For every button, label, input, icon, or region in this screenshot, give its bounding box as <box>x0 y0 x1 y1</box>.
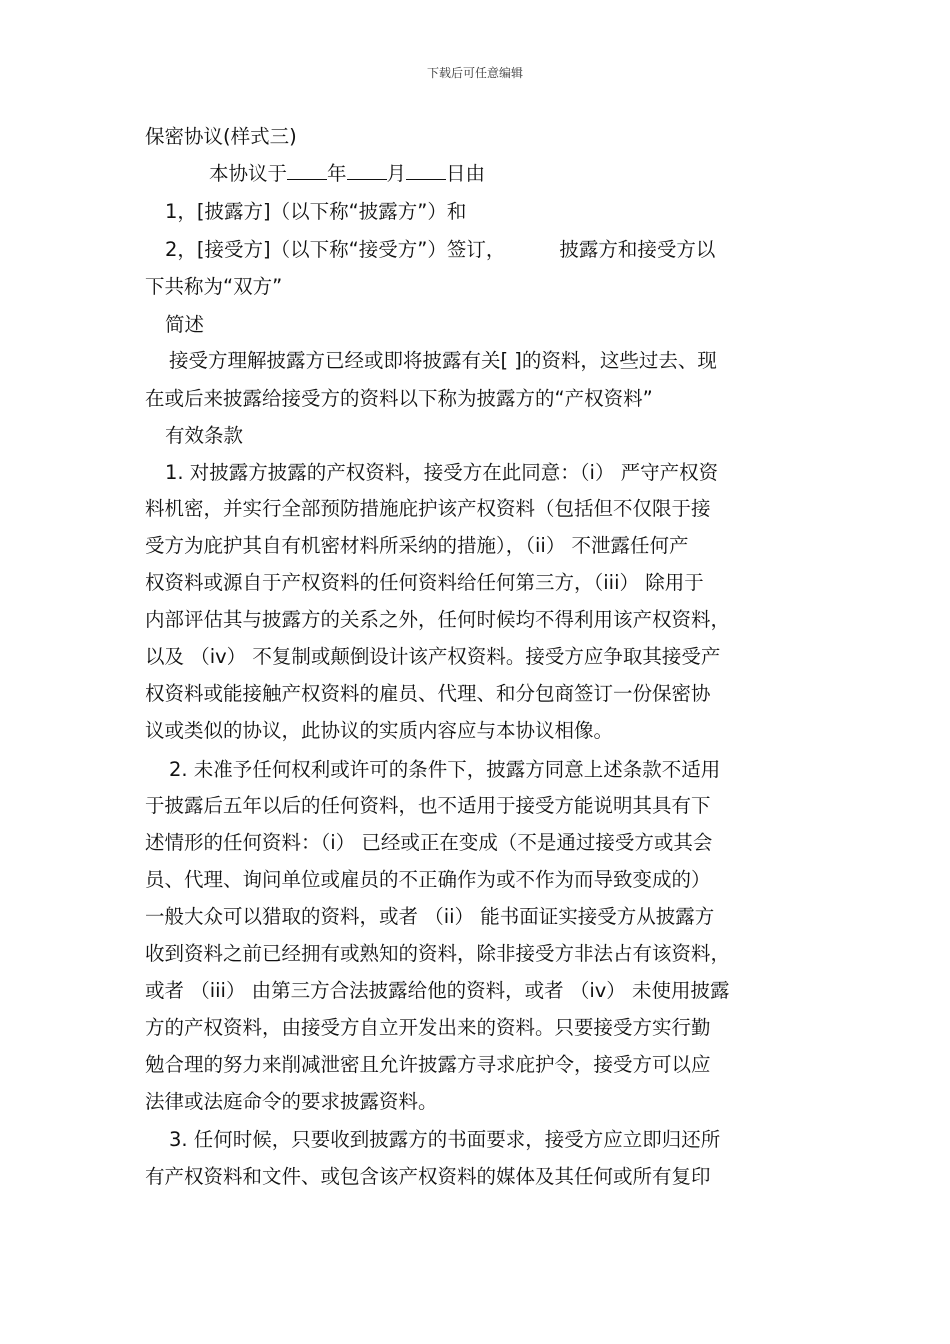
day-blank <box>406 161 446 180</box>
clause-two-line: 2. 未准予任何权利或许可的条件下，披露方同意上述条款不适用 <box>169 758 721 781</box>
summary-line: 接受方理解披露方已经或即将披露有关[ ]的资料，这些过去、现 <box>169 349 717 372</box>
party-two-continuation: 披露方和接受方以 <box>559 238 716 261</box>
clause-two-line: 法律或法庭命令的要求披露资料。 <box>145 1090 438 1113</box>
clause-two-line: 一般大众可以猎取的资料，或者 （ii） 能书面证实接受方从披露方 <box>145 905 715 928</box>
clause-two-line: 方的产权资料，由接受方自立开发出来的资料。只要接受方实行勤 <box>145 1016 711 1039</box>
page-header: 下载后可任意编辑 <box>426 66 523 80</box>
document-title: 保密协议(样式三) <box>145 125 297 148</box>
party-two-line-end: 下共称为“双方” <box>145 275 283 298</box>
agreement-date-line <box>209 161 889 187</box>
month-label: 月 <box>386 162 407 185</box>
date-intro-text: 本协议于 <box>209 162 288 185</box>
party-one-line: 1，[披露方]（以下称“披露方”）和 <box>165 200 467 223</box>
clause-one-line: 受方为庇护其自有机密材料所采纳的措施），（ii） 不泄露任何产 <box>145 534 689 557</box>
clause-one-line: 权资料或能接触产权资料的雇员、代理、和分包商签订一份保密协 <box>145 682 711 705</box>
clause-two-line: 述情形的任何资料：（i） 已经或正在变成（不是通过接受方或其会 <box>145 831 713 854</box>
clause-one-line: 权资料或源自于产权资料的任何资料给任何第三方，（iii） 除用于 <box>145 571 704 594</box>
party-two-text: 2，[接受方]（以下称“接受方”）签订， <box>165 238 506 261</box>
clause-one-line: 议或类似的协议，此协议的实质内容应与本协议相像。 <box>145 719 614 742</box>
year-label: 年 <box>327 162 347 185</box>
clause-one-line: 料机密，并实行全部预防措施庇护该产权资料（包括但不仅限于接 <box>145 497 711 520</box>
terms-heading: 有效条款 <box>165 424 244 447</box>
clause-one-line: 以及 （iv） 不复制或颠倒设计该产权资料。接受方应争取其接受产 <box>145 645 721 668</box>
day-label: 日由 <box>446 162 486 185</box>
year-blank <box>287 161 327 180</box>
clause-two-line: 员、代理、询问单位或雇员的不正确作为或不作为而导致变成的） <box>145 868 711 891</box>
clause-one-line: 内部评估其与披露方的关系之外，任何时候均不得利用该产权资料， <box>145 608 731 631</box>
clause-two-line: 或者 （iii） 由第三方合法披露给他的资料，或者 （iv） 未使用披露 <box>145 979 730 1002</box>
clause-one-line: 1. 对披露方披露的产权资料，接受方在此同意：（i） 严守产权资 <box>165 461 719 484</box>
party-two-line <box>165 237 845 263</box>
clause-three-line: 3. 任何时候，只要收到披露方的书面要求，接受方应立即归还所 <box>169 1128 721 1151</box>
summary-line: 在或后来披露给接受方的资料以下称为披露方的“产权资料” <box>145 387 653 410</box>
clause-two-line: 收到资料之前已经拥有或熟知的资料，除非接受方非法占有该资料， <box>145 942 731 965</box>
summary-heading: 简述 <box>165 313 205 336</box>
month-blank <box>347 161 387 180</box>
clause-two-line: 于披露后五年以后的任何资料，也不适用于接受方能说明其具有下 <box>145 794 711 817</box>
clause-three-line: 有产权资料和文件、或包含该产权资料的媒体及其任何或所有复印 <box>145 1165 711 1188</box>
clause-two-line: 勉合理的努力来削减泄密且允许披露方寻求庇护令，接受方可以应 <box>145 1053 711 1076</box>
